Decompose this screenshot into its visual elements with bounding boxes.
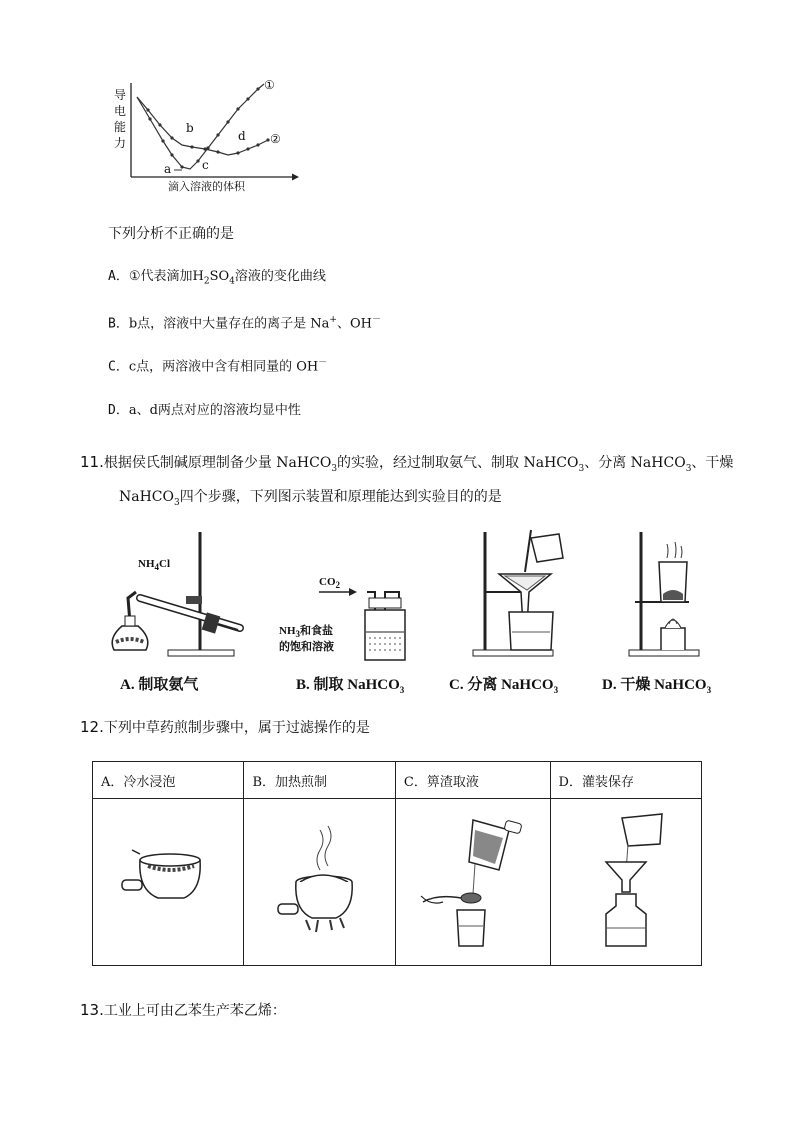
q12-image-row (93, 799, 702, 966)
apparatus-b-gas-label: $CO_2$ (319, 576, 340, 591)
q10-option-c: C．c点，两溶液中含有相同量的 OH－ (108, 358, 328, 375)
apparatus-a-label: $NH_4Cl$ (138, 558, 170, 573)
curve-1-label: ① (264, 78, 275, 92)
graph-ylabel-4: 力 (114, 136, 127, 150)
graph-ylabel-2: 电 (114, 104, 127, 118)
option-letter: B． (108, 316, 129, 332)
q13-line: 13.工业上可由乙苯生产苯乙烯： (80, 1001, 286, 1019)
curve-2-label: ② (270, 132, 281, 146)
q12-image-d (550, 799, 701, 966)
bottling-illustration (576, 810, 676, 950)
apparatus-b-drawing (275, 570, 425, 670)
point-c-label: c (202, 158, 209, 172)
curve-2 (137, 97, 268, 155)
conductivity-graph (110, 75, 310, 200)
option-letter: D． (108, 403, 129, 418)
point-d-label: d (238, 129, 246, 143)
apparatus-c-drawing (465, 528, 575, 668)
q11-line-1: 11.根据侯氏制碱原理制备少量 NaHCO$_3$的实验，经过制取氨气、制取 NaHCO$_3$、分离 NaHCO$_3$、干燥 (80, 453, 734, 474)
curve-dots (146, 87, 269, 168)
caption-d: D. 干燥 NaHCO$_3$ (602, 677, 712, 695)
q11-number: 11. (80, 453, 104, 471)
apparatus-b (275, 570, 425, 670)
graph-ylabel-1: 导 (114, 88, 127, 102)
soaking-pot-illustration (118, 840, 218, 920)
option-letter: C． (108, 359, 129, 375)
q10-prompt: 下列分析不正确的是 (108, 226, 234, 242)
q10-option-b: B．b点，溶液中大量存在的离子是 Na+、OH－ (108, 315, 381, 332)
apparatus-b-solution-label-1: $NH_3$和食盐 (279, 625, 333, 640)
q12-option-c: C．箅渣取液 (395, 762, 550, 799)
q12-table (92, 761, 702, 966)
straining-illustration (413, 810, 533, 950)
point-a-label: a (164, 162, 172, 176)
caption-a: A. 制取氨气 (120, 677, 199, 693)
apparatus-c (465, 528, 575, 668)
x-axis-arrow (292, 174, 299, 181)
apparatus-a-drawing (100, 528, 260, 668)
q12-option-d: D．灌装保存 (550, 762, 701, 799)
caption-c: C. 分离 NaHCO$_3$ (449, 677, 559, 695)
apparatus-a (100, 528, 260, 668)
apparatus-d-drawing (625, 528, 705, 668)
boiling-pot-illustration (270, 820, 370, 940)
q10-option-a: A．①代表滴加$H_2SO_4$溶液的变化曲线 (108, 269, 326, 287)
q13-number: 13. (80, 1001, 104, 1019)
caption-b: B. 制取 NaHCO$_3$ (296, 677, 405, 695)
q10-option-d: D．a、d两点对应的溶液均显中性 (108, 403, 301, 418)
graph-ylabel-3: 能 (114, 120, 127, 134)
q12-number: 12. (80, 718, 104, 736)
q11-line-2: NaHCO$_3$四个步骤，下列图示装置和原理能达到实验目的的是 (119, 489, 502, 508)
q12-option-a: A．冷水浸泡 (93, 762, 244, 799)
graph-xlabel: 滴入溶液的体积 (168, 180, 245, 193)
q12-header-row (93, 762, 702, 799)
q12-option-b: B．加热煎制 (244, 762, 395, 799)
q12-image-a (93, 799, 244, 966)
curve-1 (137, 84, 264, 172)
point-b-label: b (186, 121, 194, 135)
option-letter: A． (108, 269, 129, 284)
apparatus-b-solution-label-2: 的饱和溶液 (279, 641, 334, 653)
q12-image-c (395, 799, 550, 966)
q12-image-b (244, 799, 395, 966)
q12-line: 12.下列中草药煎制步骤中，属于过滤操作的是 (80, 718, 370, 736)
apparatus-d (625, 528, 705, 668)
